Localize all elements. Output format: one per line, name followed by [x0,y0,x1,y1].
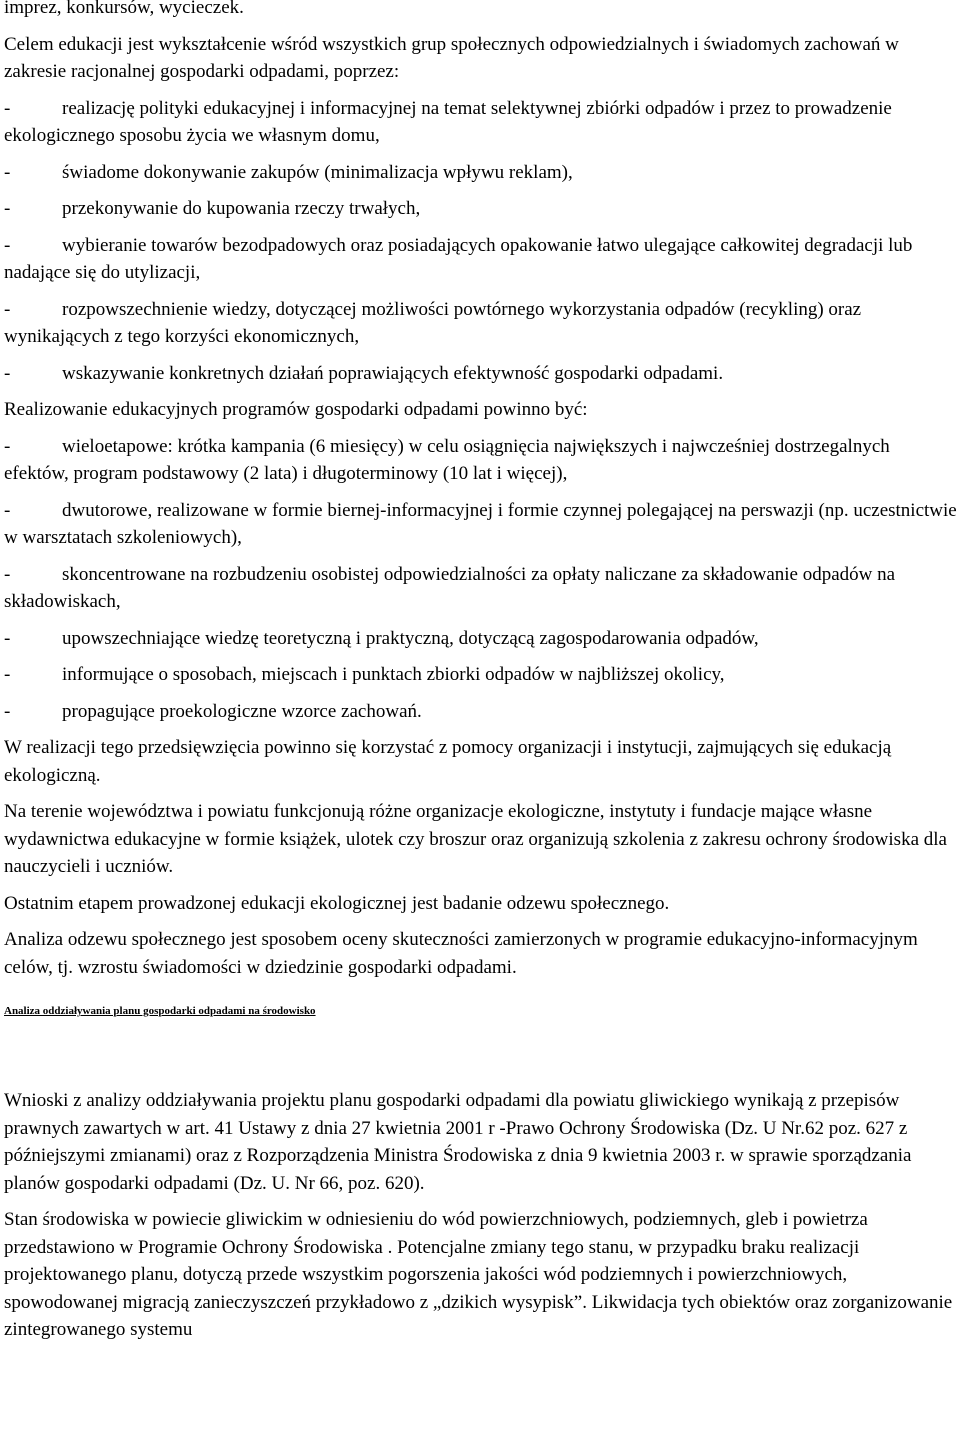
list-item [4,698,958,726]
bullet-dash: - [4,298,11,320]
bullet-dash: - [4,563,11,585]
list-item-text: wieloetapowe: krótka kampania (6 miesięcy) w celu osiągnięcia największych i najwcześniej dostrzegalnych efektów, program podstawowy (2 lata) i długoterminowy (10 lat i więcej), [4,435,890,484]
paragraph-analysis: Analiza odzewu społecznego jest sposobem oceny skuteczności zamierzonych w programie edukacyjno-informacyjnym celów, tj. wzrostu świadomości w dziedzinie gospodarki odpadami. [4,929,918,978]
bullet-dash: - [4,161,11,183]
goals-list [4,95,958,388]
programs-intro: Realizowanie edukacyjnych programów gospodarki odpadami powinno być: [4,399,588,420]
bullet-dash: - [4,362,11,384]
list-item [4,433,958,488]
list-item [4,360,958,388]
list-item-text: dwutorowe, realizowane w formie biernej-informacyjnej i formie czynnej polegającej na perswazji (np. uczestnictwie w warsztatach szkoleniowych), [4,499,957,548]
list-item [4,661,958,689]
list-item-text: propagujące proekologiczne wzorce zachowań. [62,700,422,722]
list-item-text: upowszechniające wiedzę teoretyczną i praktyczną, dotyczącą zagospodarowania odpadów, [62,627,759,649]
paragraph-last-stage: Ostatnim etapem prowadzonej edukacji ekologicznej jest badanie odzewu społecznego. [4,892,670,914]
list-item [4,195,958,223]
intro-paragraph: Celem edukacji jest wykształcenie wśród wszystkich grup społecznych odpowiedzialnych i świadomych zachowań w zakresie racjonalnej gospodarki odpadami, poprzez: [4,33,899,82]
list-item-text: wybieranie towarów bezodpadowych oraz posiadających opakowanie łatwo ulegające całkowitej degradacji lub nadające się do utylizacji, [4,234,913,283]
list-item [4,159,958,187]
paragraph-conclusions: Wnioski z analizy oddziaływania projektu planu gospodarki odpadami dla powiatu gliwickiego wynikają z przepisów prawnych zawartych w art. 41 Ustawy z dnia 27 kwietnia 2001 r -Prawo Ochrony Środowiska (Dz. U Nr.62 poz. 627 z późniejszymi zmianami) oraz z Rozporządzenia Ministra Środowiska z dnia 9 kwietnia 2003 r. w sprawie sporządzania planów gospodarki odpadami (Dz. U. Nr 66, poz. 620). [4,1090,912,1194]
list-item-text: wskazywanie konkretnych działań poprawiających efektywność gospodarki odpadami. [62,362,724,384]
list-item [4,625,958,653]
bullet-dash: - [4,664,11,685]
list-item-text: skoncentrowane na rozbudzeniu osobistej odpowiedzialności za opłaty naliczane za składowanie odpadów na składowiskach, [4,563,896,612]
list-item [4,497,958,552]
section-title: Analiza oddziaływania planu gospodarki odpadami na środowisko [4,1005,316,1017]
bullet-dash: - [4,435,11,457]
list-item [4,95,958,150]
list-item-text: realizację polityki edukacyjnej i informacyjnej na temat selektywnej zbiórki odpadów i przez to prowadzenie ekologicznego sposobu życia we własnym domu, [4,97,892,146]
bullet-dash: - [4,627,11,649]
list-item-text: rozpowszechnienie wiedzy, dotyczącej możliwości powtórnego wykorzystania odpadów (recykling) oraz wynikających z tego korzyści ekonomicznych, [4,298,862,347]
bullet-dash: - [4,499,11,521]
paragraph-environment-state: Stan środowiska w powiecie gliwickim w odniesieniu do wód powierzchniowych, podziemnych, gleb i powietrza przedstawiono w Programie Ochrony Środowiska . Potencjalne zmiany tego stanu, w przypadku braku realizacji projektowanego planu, dotyczą przede wszystkim pogorszenia jakości wód podziemnych i powierzchniowych, spowodowanej migracją zanieczyszczeń przykładowo z „dzikich wysypisk”. Likwidacja tych obiektów oraz zorganizowanie zintegrowanego systemu [4,1209,953,1340]
list-item [4,561,958,616]
section-spacer [4,1018,958,1087]
list-item [4,296,958,351]
bullet-dash: - [4,234,11,256]
list-item-text: przekonywanie do kupowania rzeczy trwałych, [62,198,421,219]
top-line: imprez, konkursów, wycieczek. [4,0,244,18]
list-item [4,232,958,287]
paragraph-organizations: W realizacji tego przedsięwzięcia powinno się korzystać z pomocy organizacji i instytucji, zajmujących się edukacją ekologiczną. [4,737,892,786]
paragraph-institutions: Na terenie województwa i powiatu funkcjonują różne organizacje ekologiczne, instytuty i fundacje mające własne wydawnictwa edukacyjne w formie książek, ulotek czy broszur oraz organizują szkolenia z zakresu ochrony środowiska dla nauczycieli i uczniów. [4,801,947,877]
bullet-dash: - [4,700,11,722]
bullet-dash: - [4,97,11,119]
programs-list [4,433,958,726]
bullet-dash: - [4,198,11,219]
document-page [4,0,958,1353]
list-item-text: informujące o sposobach, miejscach i punktach zbiorki odpadów w najbliższej okolicy, [62,664,725,685]
list-item-text: świadome dokonywanie zakupów (minimalizacja wpływu reklam), [62,161,573,183]
